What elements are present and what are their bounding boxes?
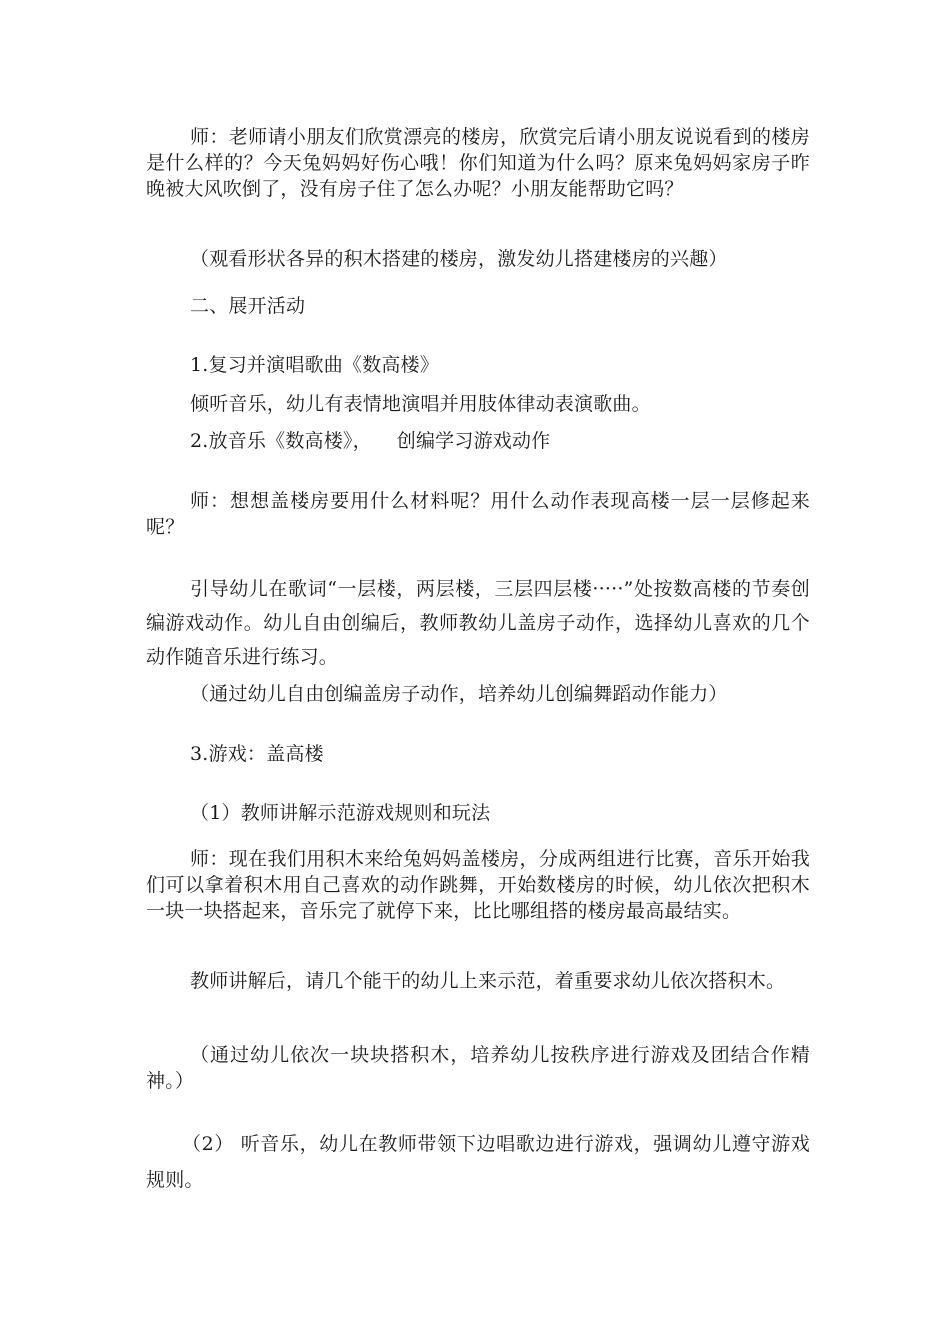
paragraph-note-observe: （观看形状各异的积木搭建的楼房，激发幼儿搭建楼房的兴趣） xyxy=(190,248,728,270)
paragraph-note-order: （通过幼儿依次一块块搭积木，培养幼儿按秩序进行游戏及团结合作精神。） xyxy=(146,1044,810,1092)
paragraph-listen-play: （2） 听音乐，幼儿在教师带领下边唱歌边进行游戏，强调幼儿遵守游戏规则。 xyxy=(146,1133,810,1191)
paragraph-teacher-intro: 师：老师请小朋友们欣赏漂亮的楼房，欣赏完后请小朋友说说看到的楼房是什么样的？今天兔妈妈好伤心哦！你们知道为什么吗？原来兔妈妈家房子昨晚被大风吹倒了，没有房子住了怎么办呢？小朋友能帮助它吗？ xyxy=(146,126,810,200)
paragraph-teacher-game-rules: 师：现在我们用积木来给兔妈妈盖楼房，分成两组进行比赛，音乐开始我们可以拿着积木用自己喜欢的动作跳舞，开始数楼房的时候，幼儿依次把积木一块一块搭起来，音乐完了就停下来，比比哪组搭的楼房最高最结实。 xyxy=(146,848,810,922)
paragraph-teacher-question: 师：想想盖楼房要用什么材料呢？用什么动作表现高楼一层一层修起来呢？ xyxy=(146,490,810,538)
step-heading-game: 3.游戏：盖高楼 xyxy=(190,743,324,765)
paragraph-guide-children: 引导幼儿在歌词“一层楼，两层楼，三层四层楼·····”处按数高楼的节奏创编游戏动作。幼儿自由创编后，教师教幼儿盖房子动作，选择幼儿喜欢的几个动作随音乐进行练习。 xyxy=(146,578,810,668)
step-heading-play-music: 2.放音乐《数高楼》， 创编学习游戏动作 xyxy=(190,430,551,452)
paragraph-listen-music: 倾听音乐，幼儿有表情地演唱并用肢体律动表演歌曲。 xyxy=(190,393,651,415)
paragraph-note-create: （通过幼儿自由创编盖房子动作，培养幼儿创编舞蹈动作能力） xyxy=(190,683,728,705)
step-heading-review-song: 1.复习并演唱歌曲《数高楼》 xyxy=(190,354,439,376)
section-heading-activity: 二、展开活动 xyxy=(190,295,306,317)
paragraph-demonstration: 教师讲解后，请几个能干的幼儿上来示范，着重要求幼儿依次搭积木。 xyxy=(190,970,786,992)
subheading-rules: （1）教师讲解示范游戏规则和玩法 xyxy=(190,802,491,824)
